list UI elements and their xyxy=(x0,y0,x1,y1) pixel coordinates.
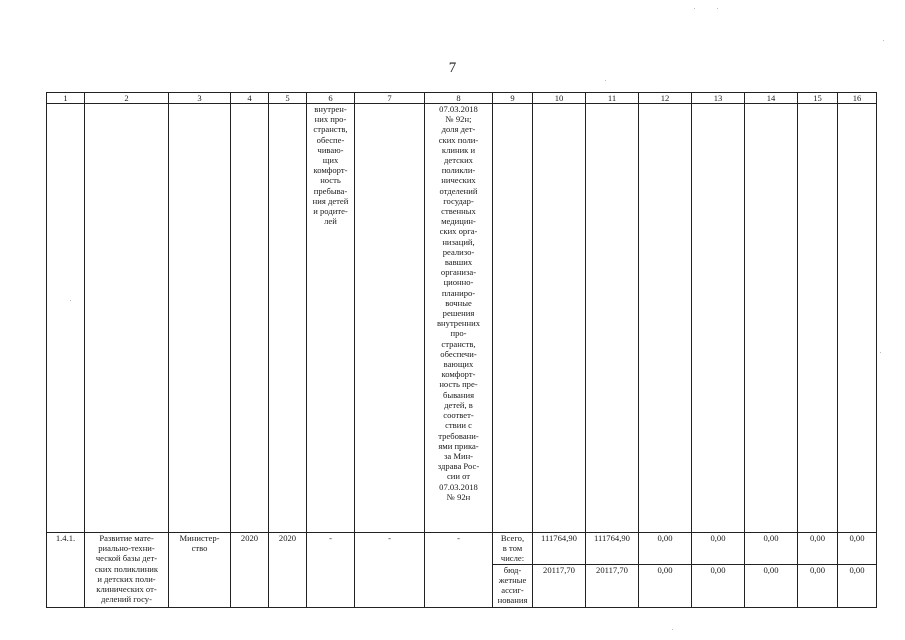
scan-speck xyxy=(880,352,881,353)
item-number: 1.4.1. xyxy=(47,533,85,608)
column-number: 14 xyxy=(745,93,798,104)
program-table xyxy=(46,92,877,608)
table-cell xyxy=(838,104,877,533)
amount-cell: 0,00 xyxy=(838,564,877,607)
item-col8: - xyxy=(425,533,493,608)
table-cell xyxy=(533,104,586,533)
item-executor: Министер- ство xyxy=(169,533,231,608)
column-number: 4 xyxy=(231,93,269,104)
table-row-continuation xyxy=(47,104,877,533)
table-cell xyxy=(745,104,798,533)
amount-cell: 0,00 xyxy=(745,564,798,607)
funding-source-total: Всего, в том числе: xyxy=(493,533,533,565)
amount-cell: 20117,70 xyxy=(586,564,639,607)
table-cell xyxy=(639,104,692,533)
amount-cell: 0,00 xyxy=(745,533,798,565)
amount-cell: 20117,70 xyxy=(533,564,586,607)
column-number: 5 xyxy=(269,93,307,104)
scan-speck xyxy=(672,629,673,630)
table-cell xyxy=(586,104,639,533)
table-row-item xyxy=(47,533,877,565)
table-cell xyxy=(47,104,85,533)
amount-cell: 0,00 xyxy=(692,564,745,607)
column-number: 2 xyxy=(85,93,169,104)
scan-speck xyxy=(605,80,606,81)
scan-speck xyxy=(717,8,718,9)
table-cell xyxy=(231,104,269,533)
item-description: Развитие мате- риально-техни- ческой базы дет- ских поликлиник и детских поли- клинических от- делений госу- xyxy=(85,533,169,608)
scan-speck xyxy=(70,300,71,301)
item-col7: - xyxy=(355,533,425,608)
column-number: 8 xyxy=(425,93,493,104)
table-cell xyxy=(85,104,169,533)
column-number: 13 xyxy=(692,93,745,104)
table-cell xyxy=(798,104,838,533)
item-start-year: 2020 xyxy=(231,533,269,608)
table-cell xyxy=(355,104,425,533)
page-number: 7 xyxy=(448,60,457,76)
column-number: 1 xyxy=(47,93,85,104)
column-number: 12 xyxy=(639,93,692,104)
column-number: 3 xyxy=(169,93,231,104)
column-number: 9 xyxy=(493,93,533,104)
amount-cell: 111764,90 xyxy=(586,533,639,565)
scan-speck xyxy=(694,8,695,9)
column-number: 15 xyxy=(798,93,838,104)
column-number: 6 xyxy=(307,93,355,104)
amount-cell: 111764,90 xyxy=(533,533,586,565)
amount-cell: 0,00 xyxy=(639,564,692,607)
amount-cell: 0,00 xyxy=(639,533,692,565)
funding-source-budget: бюд- жетные ассиг- нования xyxy=(493,564,533,607)
scan-speck xyxy=(883,40,884,41)
amount-cell: 0,00 xyxy=(838,533,877,565)
item-col6: - xyxy=(307,533,355,608)
item-end-year: 2020 xyxy=(269,533,307,608)
table-cell xyxy=(493,104,533,533)
column-number: 10 xyxy=(533,93,586,104)
column-number: 7 xyxy=(355,93,425,104)
table-cell-indicator-description: 07.03.2018 № 92н; доля дет- ских поли- клиник и детских поликли- нических отделений государ- ственных медицин- ских орга- низаций, реализо- вавших организа- ционно- планиро- вочные решения внутренних про- странств, обеспечи- вающих комфорт- ность пре- бывания детей, в соответ- ствии с требовани- ями прика- за Мин- здрава Рос- сии от 07.03.2018 № 92н xyxy=(425,104,493,533)
table-cell xyxy=(169,104,231,533)
table-cell xyxy=(269,104,307,533)
column-number: 16 xyxy=(838,93,877,104)
column-number: 11 xyxy=(586,93,639,104)
table-cell-indicator-text: внутрен- них про- странств, обеспе- чиваю- щих комфорт- ность пребыва- ния детей и родите- лей xyxy=(307,104,355,533)
amount-cell: 0,00 xyxy=(692,533,745,565)
amount-cell: 0,00 xyxy=(798,533,838,565)
table-cell xyxy=(692,104,745,533)
column-numbers-row xyxy=(47,93,877,104)
amount-cell: 0,00 xyxy=(798,564,838,607)
